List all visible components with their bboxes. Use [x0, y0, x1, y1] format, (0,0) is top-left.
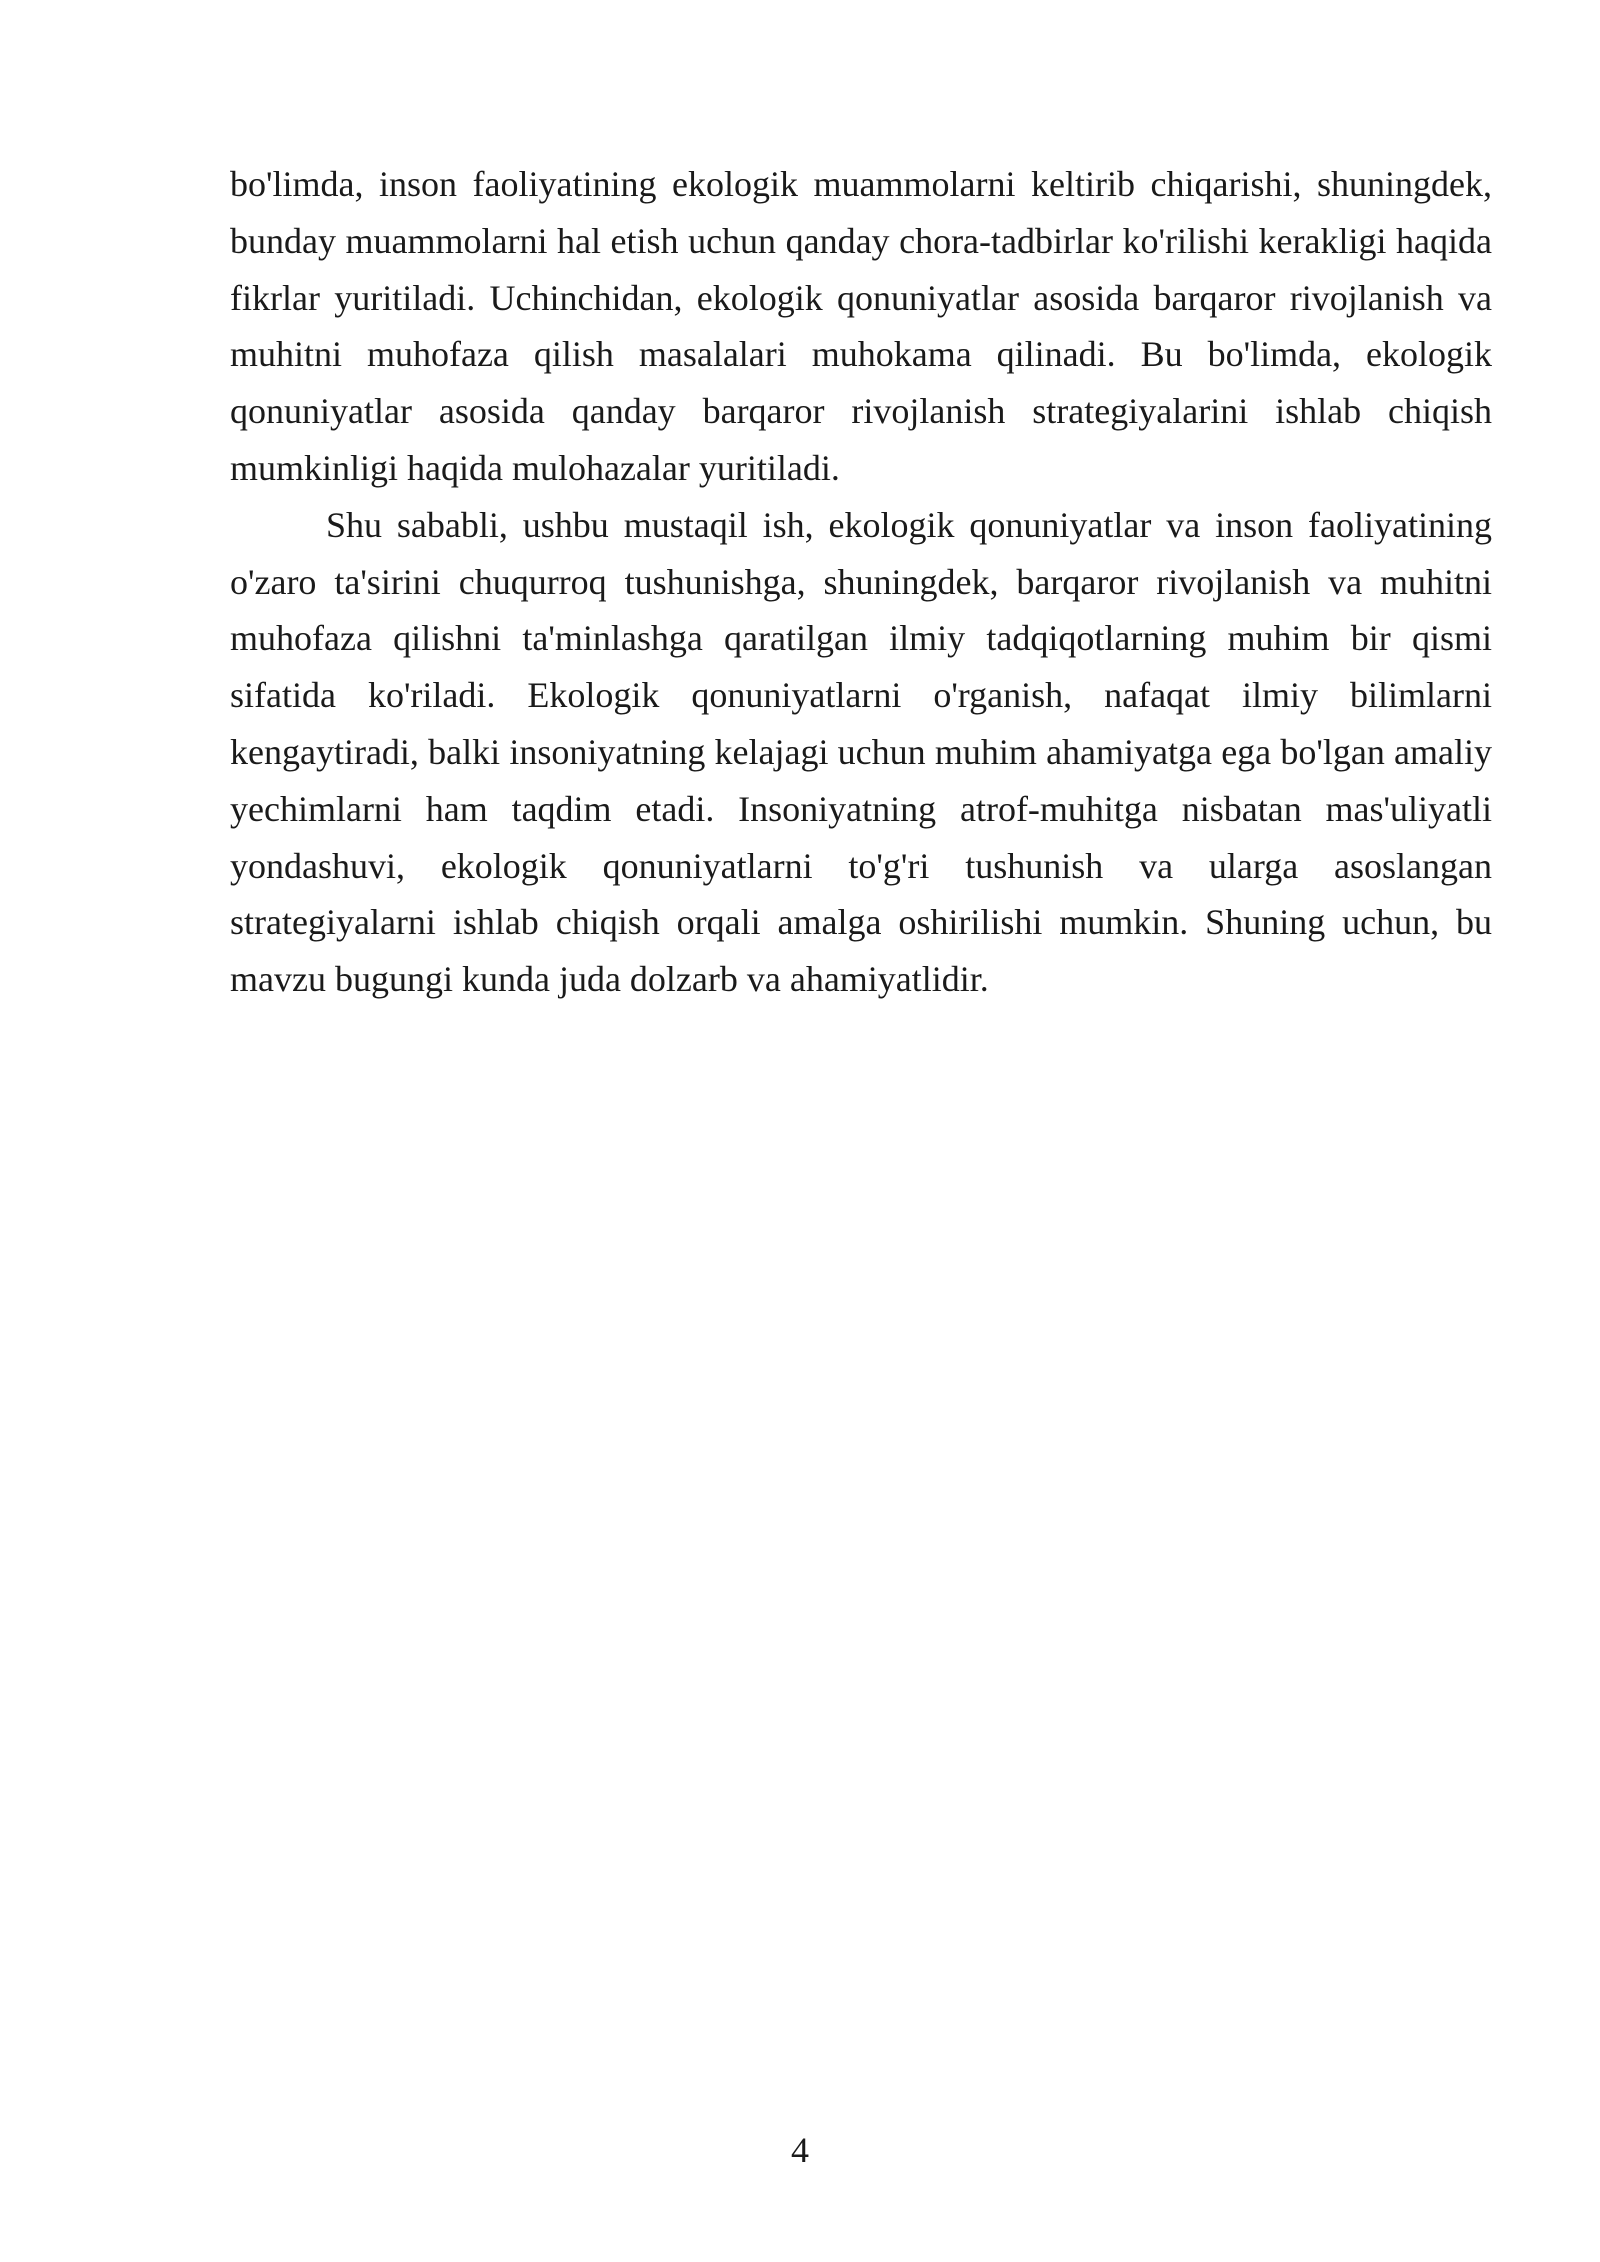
paragraph-conclusion: Shu sababli, ushbu mustaqil ish, ekologik qonuniyatlar va inson faoliyatining o'zaro ta'sirini chuqurroq tushunishga, shuningdek, barqaror rivojlanish va muhitni muhofaza qilishni ta'minlashga qaratilgan ilmiy tadqiqotlarning muhim bir qismi sifatida ko'riladi. Ekologik qonuniyatlarni o'rganish, nafaqat ilmiy bilimlarni kengaytiradi, balki insoniyatning kelajagi uchun muhim ahamiyatga ega bo'lgan amaliy yechimlarni ham taqdim etadi. Insoniyatning atrof-muhitga nisbatan mas'uliyatli yondashuvi, ekologik qonuniyatlarni to'g'ri tushunish va ularga asoslangan strategiyalarni ishlab chiqish orqali amalga oshirilishi mumkin. Shuning uchun, bu mavzu bugungi kunda juda dolzarb va ahamiyatlidir. [230, 504, 1492, 1000]
page-number: 4 [791, 2130, 809, 2170]
body-text [230, 156, 1492, 1008]
paragraph-continuation: bo'limda, inson faoliyatining ekologik muammolarni keltirib chiqarishi, shuningdek, bunday muammolarni hal etish uchun qanday chora-tadbirlar ko'rilishi kerakligi haqida fikrlar yuritiladi. Uchinchidan, ekologik qonuniyatlar asosida barqaror rivojlanish va muhitni muhofaza qilish masalalari muhokama qilinadi. Bu bo'limda, ekologik qonuniyatlar asosida qanday barqaror rivojlanish strategiyalarini ishlab chiqish mumkinligi haqida mulohazalar yuritiladi. [230, 164, 1492, 488]
